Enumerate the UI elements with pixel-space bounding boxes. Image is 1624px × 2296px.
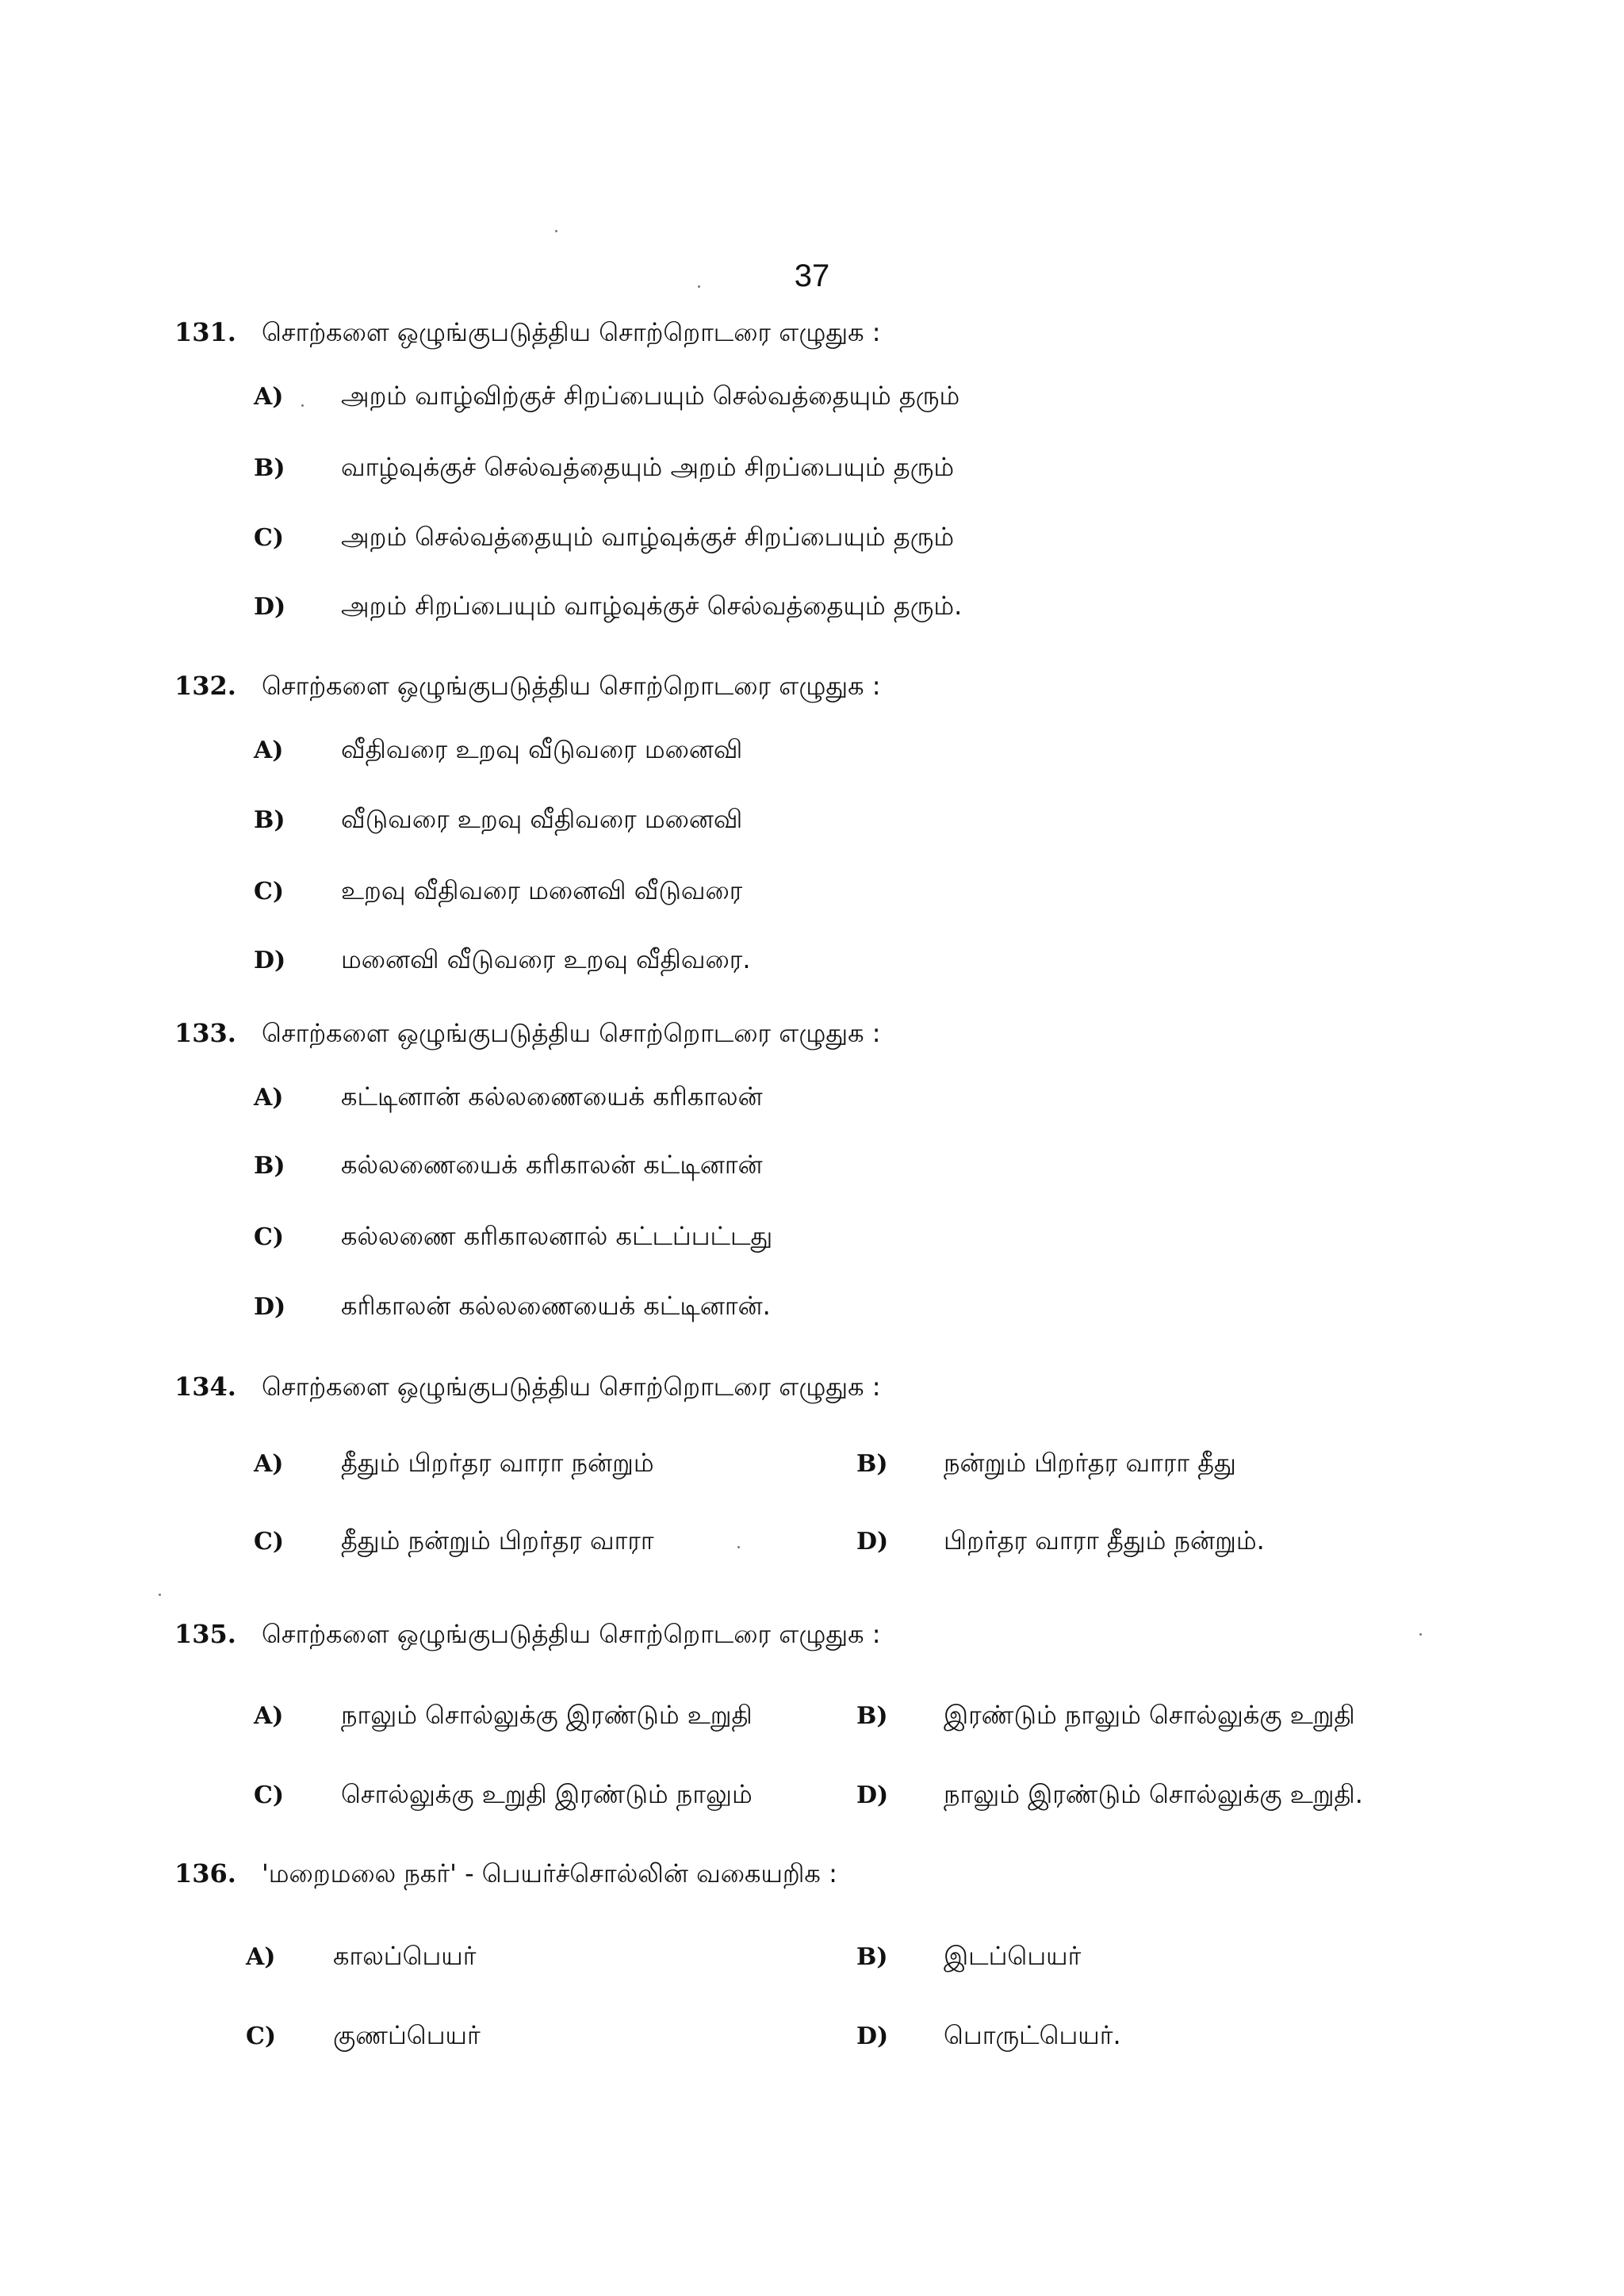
option-letter: D): [856, 1781, 889, 1809]
option-c[interactable]: [254, 1221, 772, 1254]
option-text: நாலும் சொல்லுக்கு இரண்டும் உறுதி: [341, 1700, 753, 1730]
option-text: கல்லணை கரிகாலனால் கட்டப்பட்டது: [341, 1221, 773, 1251]
question-number: 132.: [174, 671, 236, 701]
question-text: சொற்களை ஒழுங்குபடுத்திய சொற்றொடரை எழுதுக :: [262, 1018, 881, 1048]
option-a[interactable]: [254, 1081, 763, 1115]
option-b[interactable]: [254, 804, 742, 837]
option-text: அறம் சிறப்பையும் வாழ்வுக்குச் செல்வத்தையும் தரும்.: [341, 591, 963, 621]
option-text: பிறர்தர வாரா தீதும் நன்றும்.: [944, 1525, 1265, 1556]
option-c[interactable]: [254, 875, 742, 909]
question-number: 134.: [174, 1372, 236, 1402]
option-b[interactable]: [856, 1700, 1355, 1733]
option-letter: A): [254, 1450, 284, 1478]
page-number: 37: [794, 258, 830, 293]
option-letter: C): [254, 878, 285, 905]
question-number: 135.: [174, 1619, 236, 1649]
option-text: வாழ்வுக்குச் செல்வத்தையும் அறம் சிறப்பையும் தரும்: [341, 452, 955, 482]
option-letter: B): [254, 806, 285, 834]
question-text: சொற்களை ஒழுங்குபடுத்திய சொற்றொடரை எழுதுக :: [262, 1372, 881, 1402]
option-text: நன்றும் பிறர்தர வாரா தீது: [944, 1448, 1236, 1478]
option-letter: D): [254, 947, 286, 974]
option-letter: B): [856, 1450, 888, 1478]
option-text: சொல்லுக்கு உறுதி இரண்டும் நாலும்: [341, 1779, 753, 1809]
option-text: குணப்பெயர்: [333, 2020, 481, 2050]
question-number: 131.: [174, 317, 236, 347]
option-letter: C): [254, 524, 285, 552]
option-b[interactable]: [856, 1941, 1081, 1974]
option-text: பொருட்பெயர்.: [944, 2020, 1121, 2050]
option-d[interactable]: [856, 2020, 1121, 2053]
option-d[interactable]: [856, 1525, 1265, 1559]
option-letter: B): [254, 1152, 285, 1180]
option-text: கல்லணையைக் கரிகாலன் கட்டினான்: [341, 1150, 763, 1180]
option-text: வீதிவரை உறவு வீடுவரை மனைவி: [341, 734, 743, 764]
question-134: [174, 1372, 1475, 1606]
option-c[interactable]: [254, 1525, 654, 1559]
option-text: வீடுவரை உறவு வீதிவரை மனைவி: [341, 804, 743, 834]
option-a[interactable]: [254, 1700, 753, 1733]
option-b[interactable]: [254, 1150, 763, 1183]
option-text: தீதும் பிறர்தர வாரா நன்றும்: [341, 1448, 654, 1478]
question-132: [174, 671, 1475, 1020]
option-letter: D): [254, 593, 286, 621]
option-c[interactable]: [254, 522, 954, 555]
option-letter: A): [254, 383, 284, 411]
option-letter: A): [254, 1702, 284, 1730]
scan-speck: [555, 230, 557, 232]
scan-speck: [698, 285, 700, 288]
question-text: சொற்களை ஒழுங்குபடுத்திய சொற்றொடரை எழுதுக :: [262, 671, 881, 701]
question-text: 'மறைமலை நகர்' - பெயர்ச்சொல்லின் வகையறிக :: [262, 1858, 837, 1888]
option-a[interactable]: [254, 1448, 654, 1481]
option-b[interactable]: [254, 452, 954, 485]
option-d[interactable]: [254, 591, 962, 624]
option-c[interactable]: [246, 2020, 481, 2053]
option-text: அறம் வாழ்விற்குச் சிறப்பையும் செல்வத்தையும் தரும்: [341, 381, 960, 411]
option-a[interactable]: [246, 1941, 476, 1974]
option-letter: A): [246, 1943, 276, 1971]
option-a[interactable]: [254, 381, 959, 414]
option-text: தீதும் நன்றும் பிறர்தர வாரா: [341, 1525, 654, 1556]
option-text: நாலும் இரண்டும் சொல்லுக்கு உறுதி.: [944, 1779, 1363, 1809]
scan-speck: [159, 1594, 161, 1596]
option-letter: B): [856, 1943, 888, 1971]
option-text: கரிகாலன் கல்லணையைக் கட்டினான்.: [341, 1291, 771, 1321]
option-letter: C): [246, 2022, 277, 2050]
question-number: 136.: [174, 1858, 236, 1888]
option-text: காலப்பெயர்: [333, 1941, 477, 1971]
scan-speck: [1419, 1633, 1422, 1636]
option-letter: D): [856, 2022, 889, 2050]
option-letter: B): [856, 1702, 888, 1730]
option-letter: A): [254, 737, 284, 764]
option-a[interactable]: [254, 734, 742, 767]
option-text: இடப்பெயர்: [944, 1941, 1082, 1971]
option-d[interactable]: [856, 1779, 1363, 1812]
option-letter: D): [856, 1528, 889, 1556]
option-b[interactable]: [856, 1448, 1236, 1481]
option-d[interactable]: [254, 944, 751, 978]
option-text: மனைவி வீடுவரை உறவு வீதிவரை.: [341, 944, 751, 974]
option-letter: C): [254, 1781, 285, 1809]
scan-speck: [301, 404, 304, 407]
option-letter: C): [254, 1223, 285, 1251]
option-d[interactable]: [254, 1291, 771, 1324]
question-text: சொற்களை ஒழுங்குபடுத்திய சொற்றொடரை எழுதுக :: [262, 317, 881, 347]
option-letter: D): [254, 1293, 286, 1321]
option-text: உறவு வீதிவரை மனைவி வீடுவரை: [341, 875, 743, 905]
question-text: சொற்களை ஒழுங்குபடுத்திய சொற்றொடரை எழுதுக :: [262, 1619, 881, 1649]
option-letter: A): [254, 1084, 284, 1112]
question-131: [174, 317, 1475, 666]
option-letter: B): [254, 454, 285, 482]
scan-speck: [737, 1546, 740, 1548]
option-c[interactable]: [254, 1779, 753, 1812]
option-text: அறம் செல்வத்தையும் வாழ்வுக்குச் சிறப்பையும் தரும்: [341, 522, 955, 552]
question-number: 133.: [174, 1018, 236, 1048]
option-letter: C): [254, 1528, 285, 1556]
option-text: கட்டினான் கல்லணையைக் கரிகாலன்: [341, 1081, 763, 1112]
question-136: [174, 1858, 1475, 2099]
option-text: இரண்டும் நாலும் சொல்லுக்கு உறுதி: [944, 1700, 1355, 1730]
question-135: [174, 1619, 1475, 1858]
question-133: [174, 1018, 1475, 1367]
